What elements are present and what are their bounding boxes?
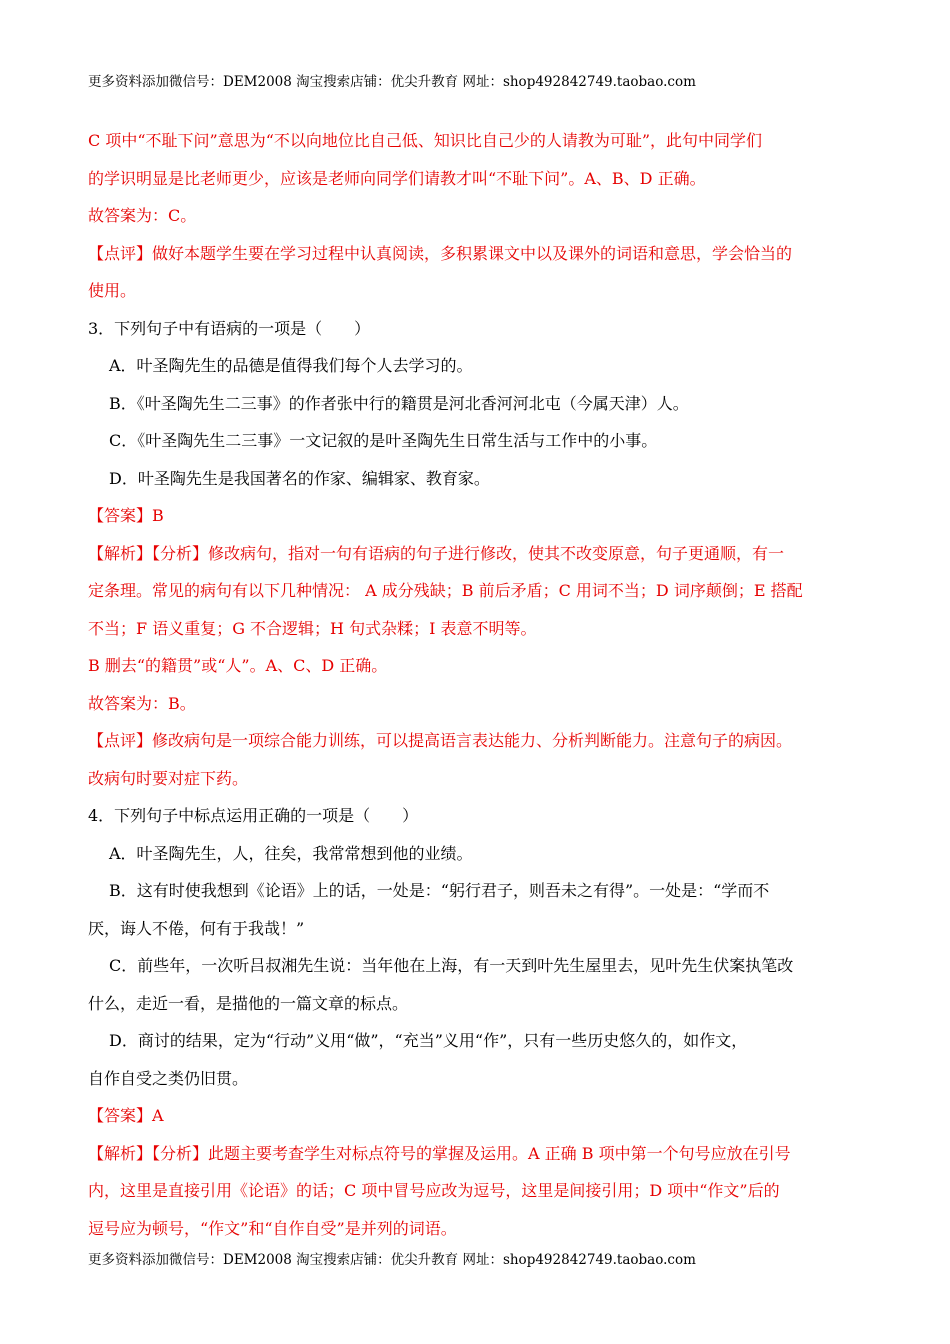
- page-header: 更多资料添加微信号：DEM2008 淘宝搜索店铺：优尖升教育 网址：shop492842749.taobao.com: [88, 74, 696, 90]
- page-footer: 更多资料添加微信号：DEM2008 淘宝搜索店铺：优尖升教育 网址：shop492842749.taobao.com: [88, 1252, 696, 1268]
- q3-comment-line-1: 【点评】修改病句是一项综合能力训练，可以提高语言表达能力、分析判断能力。注意句子的病因。: [88, 731, 793, 750]
- q3-analysis-line-1: 【解析】【分析】修改病句，指对一句有语病的句子进行修改，使其不改变原意，句子更通顺，有一: [88, 543, 785, 563]
- q4-analysis-line-2: 内，这里是直接引用《论语》的话；C 项中冒号应改为逗号，这里是间接引用；D 项中“作文”后的: [88, 1181, 780, 1200]
- q4-option-c-line-1: C．前些年，一次听吕叔湘先生说：当年他在上海，有一天到叶先生屋里去，见叶先生伏案执笔改: [109, 956, 794, 975]
- q4-option-c-line-2: 什么，走近一看，是描他的一篇文章的标点。: [88, 993, 409, 1013]
- q4-option-d-line-2: 自作自受之类仍旧贯。: [88, 1068, 249, 1088]
- q4-option-a: A．叶圣陶先生，人，往矣，我常常想到他的业绩。: [109, 843, 473, 863]
- q3-analysis-line-2: 定条理。常见的病句有以下几种情况： A 成分残缺；B 前后矛盾；C 用词不当；D 词序颠倒；E 搭配: [88, 581, 803, 600]
- q4-answer: 【答案】A: [88, 1106, 164, 1125]
- q3-answer: 【答案】B: [88, 506, 164, 525]
- q4-analysis-line-1: 【解析】【分析】此题主要考查学生对标点符号的掌握及运用。A 正确 B 项中第一个句号应放在引号: [88, 1143, 791, 1163]
- q3-option-b: B．《叶圣陶先生二三事》的作者张中行的籍贯是河北香河河北屯（今属天津）人。: [109, 393, 689, 413]
- q3-analysis-line-4: B 删去“的籍贯”或“人”。A、C、D 正确。: [88, 656, 388, 675]
- q3-answer-line: 故答案为：B。: [88, 693, 196, 713]
- document-body: [88, 122, 863, 1247]
- prev-explanation-line-2: 的学识明显是比老师更少，应该是老师向同学们请教才叫“不耻下问”。A、B、D 正确。: [88, 168, 706, 188]
- q4-option-d-line-1: D．商讨的结果，定为“行动”义用“做”，“充当”义用“作”，只有一些历史悠久的，如作文，: [109, 1031, 748, 1050]
- q3-option-a: A．叶圣陶先生的品德是值得我们每个人去学习的。: [109, 356, 473, 375]
- q4-analysis-line-3: 逗号应为顿号，“作文”和“自作自受”是并列的词语。: [88, 1218, 457, 1238]
- q4-option-b-line-2: 厌，诲人不倦，何有于我哉！”: [88, 918, 305, 938]
- prev-comment-line-2: 使用。: [88, 281, 137, 300]
- q4-stem: 4．下列句子中标点运用正确的一项是（ ）: [88, 806, 419, 825]
- q4-option-b-line-1: B．这有时使我想到《论语》上的话，一处是：“躬行君子，则吾未之有得”。一处是：“学而不: [109, 881, 770, 900]
- prev-comment-line-1: 【点评】做好本题学生要在学习过程中认真阅读，多积累课文中以及课外的词语和意思，学会恰当的: [88, 243, 793, 263]
- q3-analysis-line-3: 不当；F 语义重复；G 不合逻辑；H 句式杂糅；I 表意不明等。: [88, 618, 537, 638]
- q3-option-c: C．《叶圣陶先生二三事》一文记叙的是叶圣陶先生日常生活与工作中的小事。: [109, 431, 658, 450]
- q3-comment-line-2: 改病句时要对症下药。: [88, 768, 249, 788]
- q3-stem: 3．下列句子中有语病的一项是（ ）: [88, 318, 371, 338]
- q3-option-d: D．叶圣陶先生是我国著名的作家、编辑家、教育家。: [109, 468, 490, 488]
- prev-explanation-line-1: C 项中“不耻下问”意思为“不以向地位比自己低、知识比自己少的人请教为可耻”，此句中同学们: [88, 131, 763, 150]
- prev-answer-line: 故答案为：C。: [88, 206, 197, 225]
